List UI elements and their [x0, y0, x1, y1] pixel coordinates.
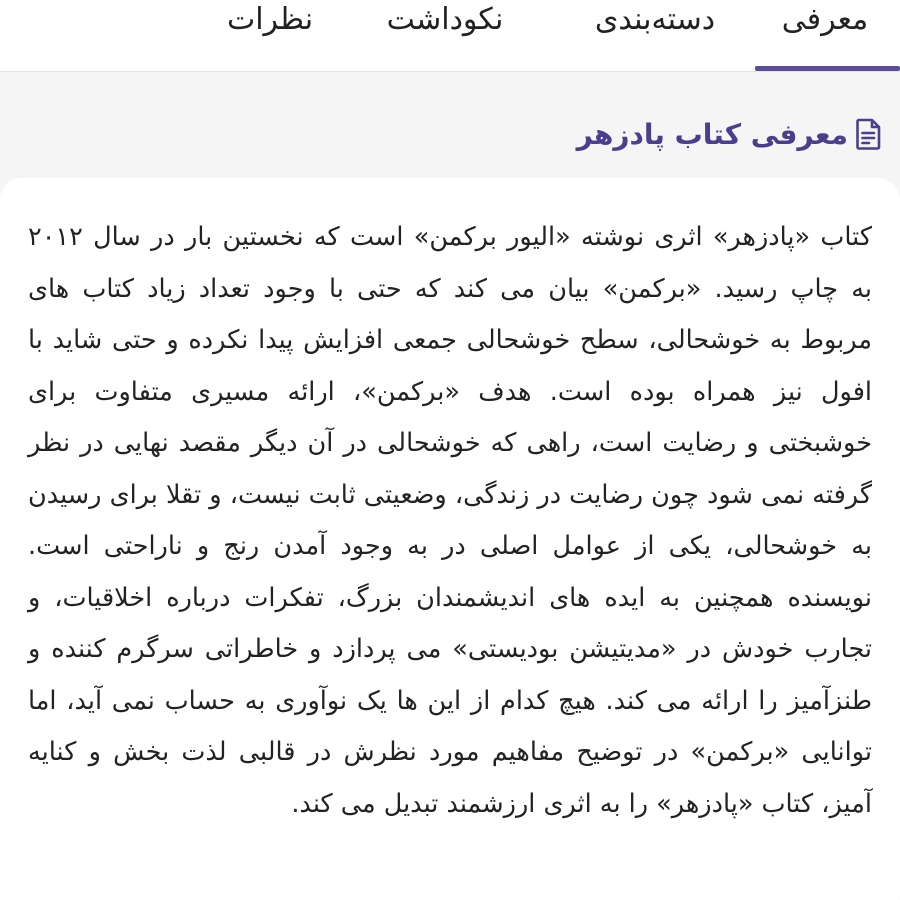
- tab-categories[interactable]: دسته‌بندی: [594, 2, 716, 37]
- tab-introduction[interactable]: معرفی: [781, 2, 869, 37]
- section-title: معرفی کتاب پادزهر: [576, 117, 848, 151]
- tab-bar: [0, 0, 900, 72]
- tab-tribute[interactable]: نکوداشت: [386, 2, 504, 37]
- active-tab-indicator: [755, 66, 900, 71]
- section-heading: [577, 110, 882, 158]
- description-card: [0, 178, 900, 900]
- tab-comments[interactable]: نظرات: [226, 2, 314, 37]
- book-description: کتاب «پادزهر» اثری نوشته «الیور برکمن» است که نخستین بار در سال ۲۰۱۲ به چاپ رسید. «برکمن» بیان می کند که حتی با وجود تعداد زیاد کتاب های مربوط به خوشحالی، سطح خوشحالی جمعی افزایش پیدا نکرده و حتی شاید با افول نیز همراه بوده است. هدف «برکمن»، ارائه مسیری متفاوت برای خوشبختی و رضایت است، راهی که خوشحالی در آن دیگر مقصد نهایی در نظر گرفته نمی شود چون رضایت در زندگی، وضعیتی ثابت نیست، و تقلا برای رسیدن به خوشحالی، یکی از عوامل اصلی در به وجود آمدن رنج و ناراحتی است. نویسنده همچنین به ایده های اندیشمندان بزرگ، تفکرات درباره اخلاقیات، و تجارب خودش در «مدیتیشن بودیستی» می پردازد و خاطراتی سرگرم کننده و طنزآمیز را ارائه می کند. هیچ کدام از این ها یک نوآوری به حساب نمی آید، اما توانایی «برکمن» در توضیح مفاهیم مورد نظرش در قالبی لذت بخش و کنایه آمیز، کتاب «پادزهر» را به اثری ارزشمند تبدیل می کند.: [28, 222, 872, 819]
- document-icon: [856, 118, 882, 150]
